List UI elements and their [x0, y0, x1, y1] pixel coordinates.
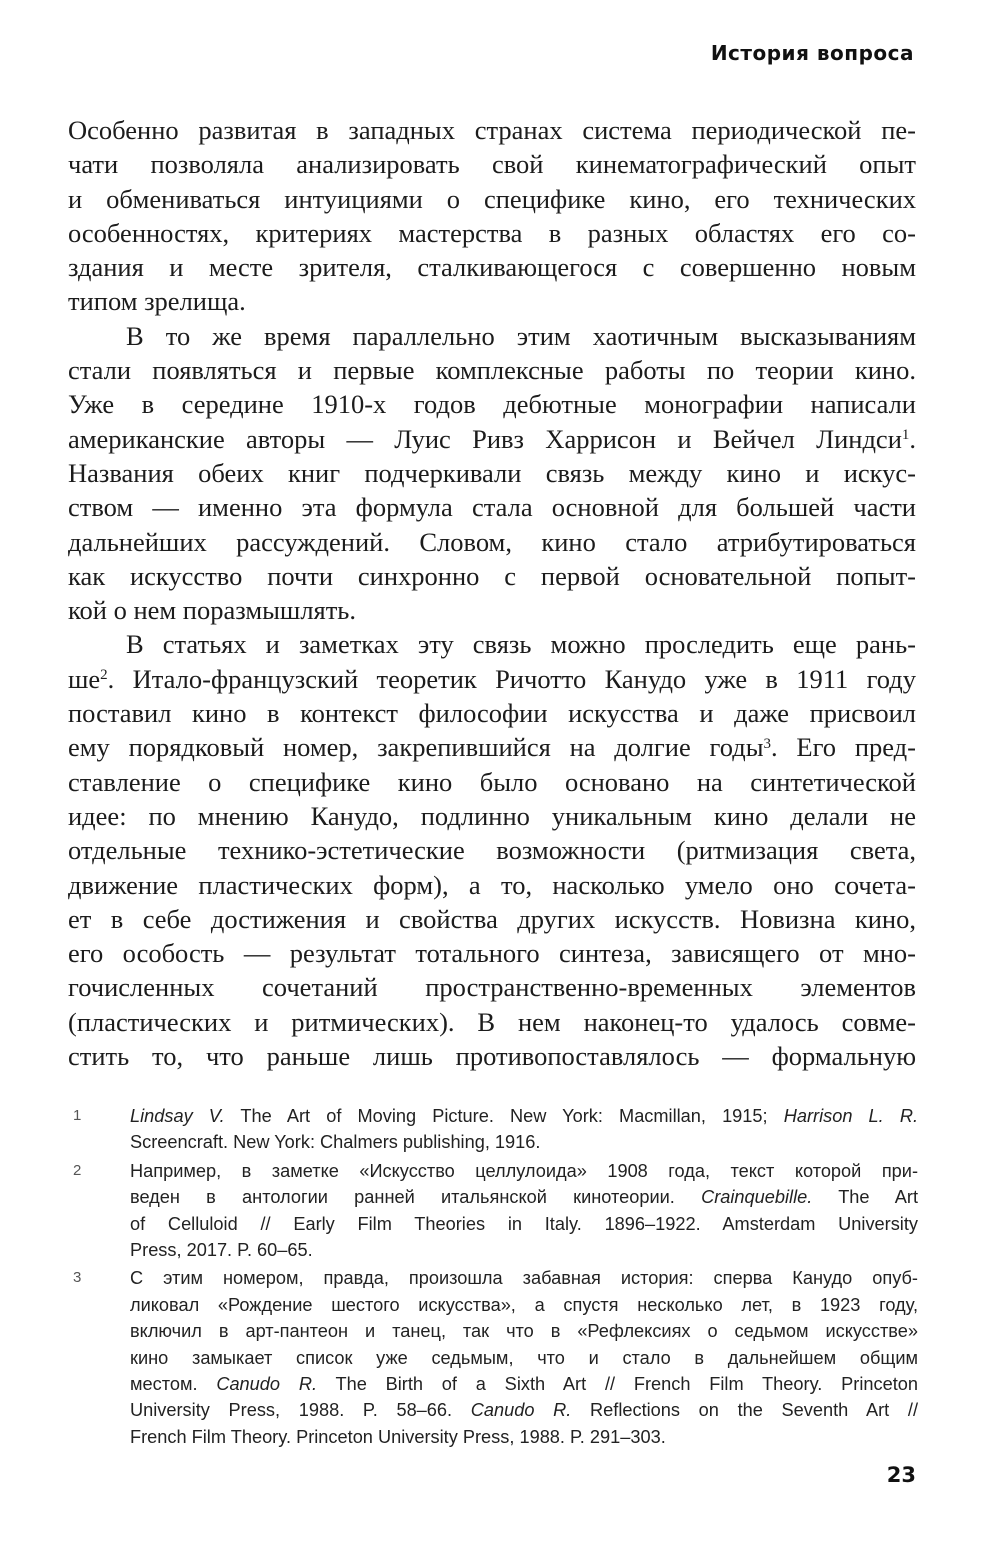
- footnote-line: [130, 1371, 918, 1397]
- author-name: Canudo R.: [470, 1400, 572, 1421]
- text-line: Особенно развитая в западных странах система периодической пе-: [68, 115, 916, 145]
- text-line: кой о нем поразмышлять.: [68, 595, 357, 626]
- footnote-line: [130, 1129, 918, 1155]
- footnotes: [70, 1103, 918, 1452]
- paragraph-2: [68, 319, 916, 628]
- text-line: особенностях, критериях мастерства в разных областях его со-: [68, 217, 916, 248]
- text-segment: местом.: [130, 1374, 217, 1395]
- text-line: как искусство почти синхронно с первой основательной попыт-: [68, 560, 916, 591]
- footnote-line: [130, 1424, 918, 1450]
- text-line: здания и месте зрителя, сталкивающегося с совершенно новым: [68, 252, 916, 283]
- text-segment: ему порядковый номер, закрепившийся на долгие годы: [68, 732, 764, 763]
- footnote-line: [130, 1318, 918, 1344]
- footnote-line: [130, 1158, 918, 1184]
- text-segment: The Art: [812, 1187, 918, 1208]
- text-line-with-footnote: [68, 662, 916, 696]
- footnote-number: 3: [73, 1269, 82, 1287]
- footnote-text: [130, 1265, 918, 1450]
- footnote-line: [130, 1237, 918, 1263]
- text-segment: веден в антологии ранней итальянской кинотеории.: [130, 1187, 702, 1208]
- footnote-number: 2: [73, 1161, 82, 1179]
- author-name: Crainquebille.: [701, 1187, 813, 1208]
- text-segment: The Art of Moving Picture. New York: Macmillan, 1915;: [224, 1106, 784, 1126]
- text-line: ставление о специфике кино было основано на синтетической: [68, 766, 916, 797]
- text-segment: Screencraft. New York: Chalmers publishing, 1916.: [130, 1132, 541, 1153]
- text-segment: . Его пред-: [771, 732, 916, 763]
- footnote-number: 1: [73, 1107, 82, 1124]
- text-line-with-footnote: американские авторы — Луис Ривз Харрисон и Вейчел Линдси$^1$.: [68, 423, 916, 454]
- text-segment: ликовал «Рождение шестого искусства», а спустя несколько лет, в 1923 году,: [130, 1294, 918, 1315]
- paragraph-3: [68, 627, 916, 1073]
- text-segment: French Film Theory. Princeton University Press, 1988. P. 291–303.: [130, 1426, 666, 1447]
- text-segment: кино замыкает список уже седьмым, что и стало в дальнейшем общим: [130, 1347, 918, 1368]
- footnote-1: [70, 1103, 918, 1156]
- text-line: поставил кино в контекст философии искусства и даже присвоил: [68, 698, 916, 729]
- author-name: Harrison L. R.: [783, 1106, 919, 1126]
- text-segment: ше: [68, 663, 101, 694]
- footnote-line: [130, 1184, 918, 1210]
- text-line: В то же время параллельно этим хаотичным высказываниям: [126, 320, 916, 351]
- text-segment: of Celluloid // Early Film Theories in Italy. 1896–1922. Amsterdam University: [130, 1213, 918, 1234]
- page-number: 23: [886, 1463, 916, 1487]
- text-line: (пластических и ритмических). В нем наконец-то удалось совме-: [68, 1006, 916, 1037]
- text-segment: включил в арт-пантеон и танец, так что в «Рефлексиях о седьмом искусстве»: [130, 1321, 918, 1342]
- text-segment: С этим номером, правда, произошла забавная история: сперва Канудо опуб-: [130, 1268, 918, 1289]
- text-segment: Reflections on the Seventh Art //: [571, 1400, 918, 1421]
- footnote-text: [130, 1158, 918, 1264]
- text-line: движение пластических форм), а то, насколько умело оно сочета-: [68, 869, 916, 900]
- text-segment: американские авторы — Луис Ривз Харрисон и Вейчел Линдси: [68, 423, 902, 454]
- text-segment: . Итало-французский теоретик Ричотто Канудо уже в 1911 году: [107, 663, 916, 694]
- text-line: дальнейших рассуждений. Словом, кино стало атрибутироваться: [68, 526, 916, 557]
- text-line: его особость — результат тотального синтеза, зависящего от мно-: [68, 938, 916, 969]
- text-line: типом зрелища.: [68, 286, 246, 317]
- running-head: История вопроса: [710, 41, 914, 65]
- footnote-line: [130, 1345, 918, 1371]
- main-text: [68, 113, 916, 1073]
- text-line: ством — именно эта формула стала основной для большей части: [68, 492, 916, 523]
- author-name: Lindsay V.: [130, 1106, 225, 1126]
- footnote-line: [130, 1211, 918, 1237]
- text-line: стали появляться и первые комплексные работы по теории кино.: [68, 355, 916, 386]
- paragraph-1: [68, 113, 916, 319]
- text-segment: University Press, 1988. P. 58–66.: [130, 1400, 471, 1421]
- footnote-text: [130, 1103, 918, 1156]
- text-line: ет в себе достижения и свойства других искусств. Новизна кино,: [68, 903, 916, 934]
- footnote-line: [130, 1397, 918, 1423]
- text-line-with-footnote: [68, 730, 916, 764]
- text-line: В статьях и заметках эту связь можно проследить еще рань-: [126, 629, 916, 660]
- footnote-2: [70, 1158, 918, 1264]
- text-line: Уже в середине 1910-х годов дебютные монографии написали: [68, 389, 916, 420]
- footnote-ref-2[interactable]: 2: [100, 666, 108, 683]
- text-line: стить то, что раньше лишь противопоставлялось — формальную: [68, 1041, 916, 1072]
- footnote-3: [70, 1265, 918, 1450]
- text-line: Названия обеих книг подчеркивали связь между кино и искус-: [68, 457, 916, 488]
- footnote-line: [130, 1103, 918, 1129]
- footnote-ref-1[interactable]: 1: [901, 426, 910, 443]
- footnote-line: [130, 1265, 918, 1291]
- text-segment: The Birth of a Sixth Art // French Film Theory. Princeton: [317, 1374, 918, 1395]
- text-segment: Например, в заметке «Искусство целлулоида» 1908 года, текст которой при-: [130, 1160, 918, 1181]
- text-line: и обмениваться интуициями о специфике кино, его технических: [68, 183, 916, 214]
- text-line: идее: по мнению Канудо, подлинно уникальным кино делали не: [68, 800, 916, 831]
- footnote-line: [130, 1292, 918, 1318]
- author-name: Canudo R.: [216, 1374, 318, 1395]
- footnote-ref-3[interactable]: 3: [763, 735, 771, 752]
- text-segment: Press, 2017. P. 60–65.: [130, 1240, 313, 1261]
- text-line: чати позволяла анализировать свой кинематографический опыт: [68, 149, 916, 180]
- text-line: отдельные технико-эстетические возможности (ритмизация света,: [68, 835, 916, 866]
- text-line: гочисленных сочетаний пространственно-временных элементов: [68, 972, 916, 1003]
